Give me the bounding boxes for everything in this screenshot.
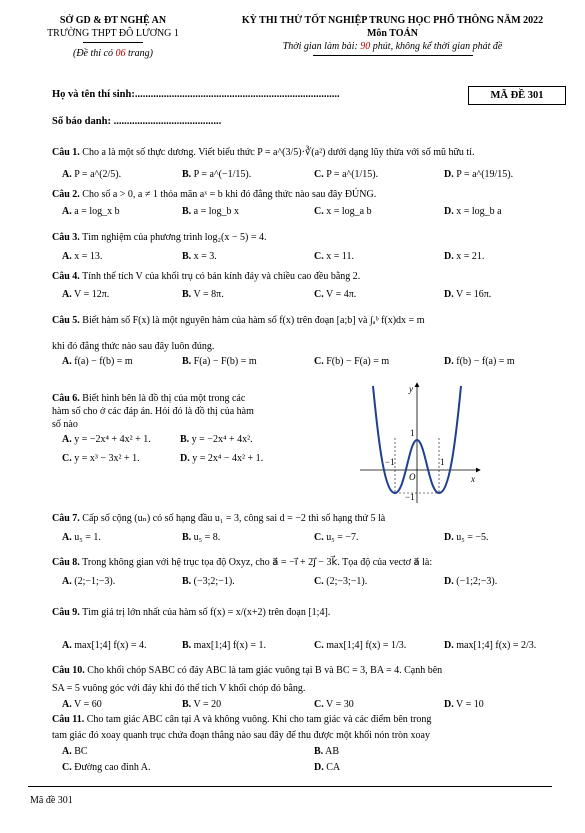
option-b[interactable]: B. V = 20 xyxy=(182,699,222,710)
question-10-line2: SA = 5 vuông góc với đáy khi đó thể tích V khối chóp đó bằng. xyxy=(52,683,306,694)
option-d[interactable]: D. (−1;2;−3). xyxy=(444,576,498,587)
y-tick-1: 1 xyxy=(410,428,415,438)
exam-title: KỲ THI THỬ TỐT NGHIỆP TRUNG HỌC PHỔ THÔNG NĂM 2022 xyxy=(241,15,544,26)
option-b[interactable]: B. u₅ = 8. xyxy=(182,532,221,543)
question-3: Câu 3. Tìm nghiệm của phương trình log₂(x − 5) = 4. xyxy=(52,232,267,243)
y-label: y xyxy=(409,384,413,394)
option-d[interactable]: D. V = 16π. xyxy=(444,289,492,300)
exam-code-box: MÃ ĐỀ 301 xyxy=(468,86,566,105)
option-a[interactable]: A. V = 60 xyxy=(62,699,102,710)
question-1: Câu 1. Cho a là một số thực dương. Viết biểu thức P = a^(3/5)·∛(a²) dưới dạng lũy thừa với số mũ hữu tỉ. xyxy=(52,147,475,158)
option-b[interactable]: B. max[1;4] f(x) = 1. xyxy=(182,640,266,651)
option-a[interactable]: A. max[1;4] f(x) = 4. xyxy=(62,640,147,651)
option-c[interactable]: C. (2;−3;−1). xyxy=(314,576,368,587)
option-c[interactable]: C. V = 4π. xyxy=(314,289,357,300)
title-underline xyxy=(313,55,473,56)
question-7: Câu 7. Cấp số cộng (uₙ) có số hạng đầu u₁ = 3, công sai d = −2 thì số hạng thứ 5 là xyxy=(52,513,386,524)
option-d[interactable]: D. x = log_b a xyxy=(444,206,502,217)
subject: Môn TOÁN xyxy=(366,28,419,39)
header-left xyxy=(18,14,208,60)
option-b[interactable]: B. y = −2x⁴ + 4x². xyxy=(180,434,253,445)
option-a[interactable]: A. y = −2x⁴ + 4x² + 1. xyxy=(62,434,151,445)
question-11-line2: tam giác đó xoay quanh trục chứa đoạn thẳng nào sau đây để thu được một khối nón tròn xoay xyxy=(52,730,430,741)
x-label: x xyxy=(471,474,475,484)
option-a[interactable]: A. f(a) − f(b) = m xyxy=(62,356,133,367)
page-count: (Đề thi có 06 trang) xyxy=(73,48,153,59)
option-c[interactable]: C. V = 30 xyxy=(314,699,354,710)
option-a[interactable]: A. a = log_x b xyxy=(62,206,120,217)
option-a[interactable]: A. BC xyxy=(62,746,88,757)
option-a[interactable]: A. (2;−1;−3). xyxy=(62,576,116,587)
option-d[interactable]: D. y = 2x⁴ − 4x² + 1. xyxy=(180,453,264,464)
question-8: Câu 8. Trong không gian với hệ trục tọa độ Oxyz, cho a⃗ = −i⃗ + 2j⃗ − 3k⃗. Tọa độ của vectơ a⃗ là: xyxy=(52,557,433,568)
option-a[interactable]: A. P = a^(2/5). xyxy=(62,169,122,180)
option-a[interactable]: A. u₅ = 1. xyxy=(62,532,101,543)
option-b[interactable]: B. P = a^(−1/15). xyxy=(182,169,252,180)
x-tick-pos1: 1 xyxy=(440,457,445,467)
option-b[interactable]: B. a = log_b x xyxy=(182,206,240,217)
option-b[interactable]: B. V = 8π. xyxy=(182,289,224,300)
time-limit: Thời gian làm bài: 90 phút, không kể thời gian phát đề xyxy=(282,41,503,52)
option-c[interactable]: C. max[1;4] f(x) = 1/3. xyxy=(314,640,407,651)
option-c[interactable]: C. F(b) − F(a) = m xyxy=(314,356,390,367)
option-a[interactable]: A. V = 12π. xyxy=(62,289,110,300)
question-4: Câu 4. Tính thể tích V của khối trụ có bán kính đáy và chiều cao đều bằng 2. xyxy=(52,271,361,282)
function-graph xyxy=(355,378,490,508)
option-d[interactable]: D. max[1;4] f(x) = 2/3. xyxy=(444,640,537,651)
question-6-line2: hàm số cho ở các đáp án. Hỏi đó là đồ thị của hàm xyxy=(52,406,254,417)
question-11: Câu 11. Cho tam giác ABC cân tại A và không vuông. Khi cho tam giác và các điểm bên trong xyxy=(52,714,432,725)
question-2: Câu 2. Cho số a > 0, a ≠ 1 thỏa mãn aˣ = b khi đó đẳng thức nào sau đây ĐÚNG. xyxy=(52,189,377,200)
option-b[interactable]: B. F(a) − F(b) = m xyxy=(182,356,257,367)
origin-label: O xyxy=(409,472,416,482)
option-c[interactable]: C. Đường cao đỉnh A. xyxy=(62,762,151,773)
option-c[interactable]: C. x = log_a b xyxy=(314,206,372,217)
option-b[interactable]: B. AB xyxy=(314,746,340,757)
y-tick-neg1: −1 xyxy=(405,492,415,502)
student-id-field[interactable]: Số báo danh: ......................................... xyxy=(52,116,222,127)
option-c[interactable]: C. x = 11. xyxy=(314,251,355,262)
question-5-line2: khi đó đẳng thức nào sau đây luôn đúng. xyxy=(52,341,215,352)
option-a[interactable]: A. x = 13. xyxy=(62,251,103,262)
question-9: Câu 9. Tìm giá trị lớn nhất của hàm số f(x) = x/(x+2) trên đoạn [1;4]. xyxy=(52,607,331,618)
dept-name: SỞ GD & ĐT NGHỆ AN xyxy=(59,15,167,26)
option-d[interactable]: D. CA xyxy=(314,762,341,773)
option-c[interactable]: C. y = x³ − 3x² + 1. xyxy=(62,453,140,464)
footer-exam-code: Mã đề 301 xyxy=(30,795,73,806)
header-right xyxy=(210,14,575,56)
option-d[interactable]: D. u₅ = −5. xyxy=(444,532,489,543)
option-d[interactable]: D. f(b) − f(a) = m xyxy=(444,356,515,367)
option-c[interactable]: C. u₅ = −7. xyxy=(314,532,359,543)
option-b[interactable]: B. x = 3. xyxy=(182,251,217,262)
school-name: TRƯỜNG THPT ĐÔ LƯƠNG 1 xyxy=(47,28,179,39)
x-tick-neg1: −1 xyxy=(385,457,395,467)
option-b[interactable]: B. (−3;2;−1). xyxy=(182,576,235,587)
question-6-line3: số nào xyxy=(52,419,78,430)
option-d[interactable]: D. x = 21. xyxy=(444,251,485,262)
question-6: Câu 6. Biết hình bên là đồ thị của một trong các xyxy=(52,393,246,404)
school-underline xyxy=(83,42,143,43)
option-d[interactable]: D. P = a^(19/15). xyxy=(444,169,514,180)
option-d[interactable]: D. V = 10 xyxy=(444,699,484,710)
question-5: Câu 5. Biết hàm số F(x) là một nguyên hàm của hàm số f(x) trên đoạn [a;b] và ∫ₐᵇ f(x)dx = m xyxy=(52,315,425,326)
footer-divider xyxy=(28,786,552,787)
student-name-field[interactable]: Họ và tên thí sinh:.............................................................................. xyxy=(52,89,340,100)
question-10: Câu 10. Cho khối chóp SABC có đáy ABC là tam giác vuông tại B và BC = 3, BA = 4. Cạnh bên xyxy=(52,665,443,676)
option-c[interactable]: C. P = a^(1/15). xyxy=(314,169,379,180)
